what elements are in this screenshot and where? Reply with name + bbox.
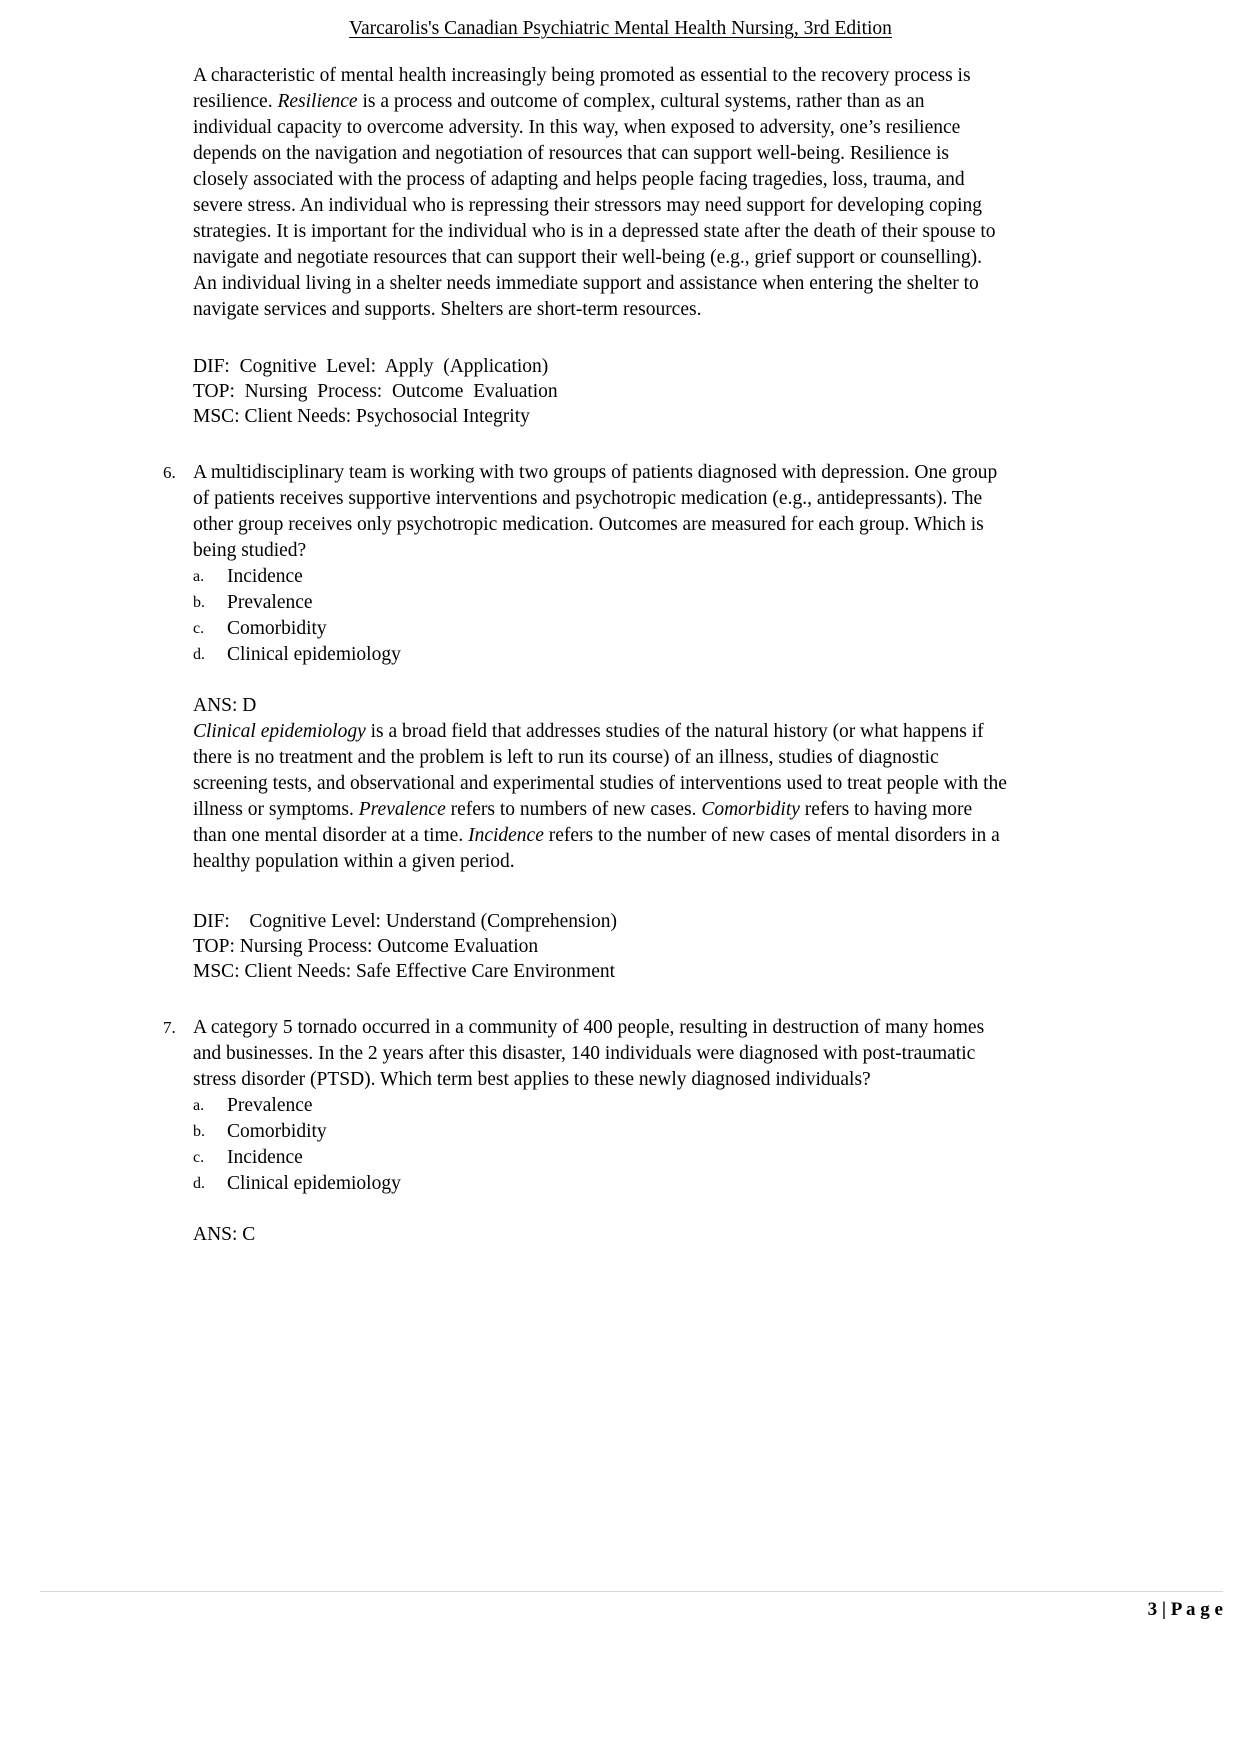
- option-a: [193, 564, 1008, 590]
- q5-meta-block: [193, 354, 1241, 429]
- book-title: Varcarolis's Canadian Psychiatric Mental Health Nursing, 3rd Edition: [349, 18, 892, 39]
- question-6-answer: ANS: D: [193, 695, 257, 716]
- option-text: Comorbidity: [227, 1121, 327, 1142]
- option-letter: a.: [193, 568, 205, 585]
- option-d: [193, 1171, 1008, 1197]
- question-7-row: [163, 1015, 1241, 1197]
- msc-line: MSC: Client Needs: Safe Effective Care Environment: [193, 961, 616, 982]
- option-letter: c.: [193, 1149, 205, 1166]
- option-text: Clinical epidemiology: [227, 644, 401, 665]
- option-text: Incidence: [227, 566, 303, 587]
- question-7-body: [193, 1015, 1008, 1197]
- italic-term-comorbidity: Comorbidity: [701, 799, 800, 820]
- question-7-text: A category 5 tornado occurred in a community of 400 people, resulting in destruction of many homes and businesses. In the 2 years after this disaster, 140 individuals were diagnosed with post-traumatic stress disorder (PTSD). Which term best applies to these newly diagnosed individuals?: [193, 1017, 985, 1090]
- option-letter: a.: [193, 1097, 205, 1114]
- page-number: 3 | P a g e: [1147, 1599, 1223, 1620]
- rationale-text-segment: refers to having more than one mental disorder at a time.: [193, 799, 973, 846]
- option-c: [193, 1145, 1008, 1171]
- msc-line: MSC: Client Needs: Psychosocial Integrity: [193, 406, 530, 427]
- q5-rationale-paragraph: [193, 63, 1008, 323]
- question-6-meta-block: [193, 909, 1241, 984]
- option-letter: d.: [193, 646, 205, 663]
- option-c: [193, 616, 1008, 642]
- option-b: [193, 590, 1008, 616]
- option-text: Clinical epidemiology: [227, 1173, 401, 1194]
- option-a: [193, 1093, 1008, 1119]
- question-6-number: 6.: [163, 463, 176, 482]
- rationale-text-segment: refers to the number of new cases of mental disorders in a healthy population within a given period.: [193, 825, 1000, 872]
- option-d: [193, 642, 1008, 668]
- document-header: [0, 0, 1241, 42]
- option-letter: b.: [193, 1123, 205, 1140]
- option-text: Incidence: [227, 1147, 303, 1168]
- option-text: Prevalence: [227, 592, 313, 613]
- top-line: TOP: Nursing Process: Outcome Evaluation: [193, 381, 558, 402]
- question-6: [0, 460, 1241, 984]
- rationale-text-segment: is a broad field that addresses studies of the natural history (or what happens if there is no treatment and the problem is left to run its course) of an illness, studies of diagnostic screening tests, and observational and experimental studies of interventions used to treat people with the illness or symptoms.: [193, 721, 1007, 820]
- italic-term-prevalence: Prevalence: [358, 799, 446, 820]
- rationale-text-segment: A characteristic of mental health increasingly being promoted as essential to the recovery process is resilience.: [193, 65, 971, 112]
- italic-term-resilience: Resilience: [277, 91, 358, 112]
- question-7: [0, 1015, 1241, 1248]
- italic-term-clinical-epidemiology: Clinical epidemiology: [193, 721, 366, 742]
- option-letter: d.: [193, 1175, 205, 1192]
- dif-line: DIF: Cognitive Level: Understand (Comprehension): [193, 911, 618, 932]
- option-b: [193, 1119, 1008, 1145]
- rationale-text-segment: refers to numbers of new cases.: [445, 799, 702, 820]
- dif-line: DIF: Cognitive Level: Apply (Application): [193, 356, 549, 377]
- page-footer: [40, 1591, 1223, 1623]
- question-6-row: [163, 460, 1241, 668]
- option-text: Comorbidity: [227, 618, 327, 639]
- top-line: TOP: Nursing Process: Outcome Evaluation: [193, 936, 539, 957]
- question-6-rationale: [193, 719, 1008, 875]
- question-7-answer: ANS: C: [193, 1224, 256, 1245]
- question-7-options: [193, 1093, 1008, 1197]
- rationale-text-segment: is a process and outcome of complex, cultural systems, rather than as an individual capacity to overcome adversity. In this way, when exposed to adversity, one’s resilience depends on the navigation and negotiation of resources that can support well-being. Resilience is closely associated with the process of adapting and helps people facing tragedies, loss, trauma, and severe stress. An individual who is repressing their stressors may need support for developing coping strategies. It is important for the individual who is in a depressed state after the death of their spouse to navigate and negotiate resources that can support their well-being (e.g., grief support or counselling). An individual living in a shelter needs immediate support and assistance when entering the shelter to navigate services and supports. Shelters are short-term resources.: [193, 91, 996, 320]
- option-letter: c.: [193, 620, 205, 637]
- italic-term-incidence: Incidence: [468, 825, 544, 846]
- question-7-number: 7.: [163, 1018, 176, 1037]
- question-6-options: [193, 564, 1008, 668]
- option-text: Prevalence: [227, 1095, 313, 1116]
- option-letter: b.: [193, 594, 205, 611]
- question-6-body: [193, 460, 1008, 668]
- question-6-text: A multidisciplinary team is working with two groups of patients diagnosed with depression. One group of patients receives supportive interventions and psychotropic medication (e.g., antidepressants). The other group receives only psychotropic medication. Outcomes are measured for each group. Which is being studied?: [193, 462, 998, 561]
